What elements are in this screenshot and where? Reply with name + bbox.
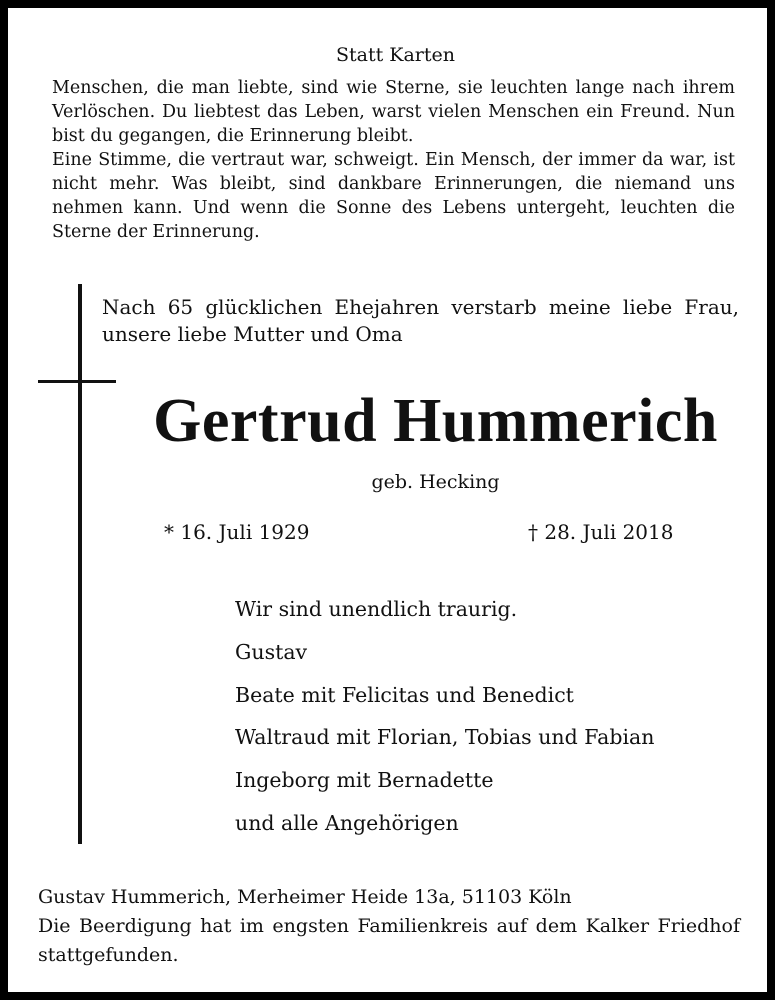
mourner-line: Wir sind unendlich traurig.: [235, 597, 518, 621]
family-address: Gustav Hummerich, Merheimer Heide 13a, 51103 Köln: [38, 886, 572, 908]
death-date: † 28. Juli 2018: [528, 520, 674, 544]
obituary-notice: [8, 8, 767, 992]
mourner-line: und alle Angehörigen: [235, 810, 459, 835]
birth-date: * 16. Juli 1929: [164, 520, 310, 544]
mourner-line: Beate mit Felicitas und Benedict: [235, 682, 574, 707]
cross-icon-horizontal: [38, 380, 116, 383]
statt-karten-heading: Statt Karten: [335, 44, 455, 66]
poem-paragraph-1: Menschen, die man liebte, sind wie Sterne, sie leuchten lange nach ihrem Verlöschen. Du liebtest das Leben, warst vielen Menschen ein Freund. Nun bist du gegangen, die Erinnerung bleibt.: [52, 78, 735, 146]
birth-name: geb. Hecking: [371, 471, 500, 493]
mourners-list: [235, 588, 654, 845]
burial-note: Die Beerdigung hat im engsten Familienkreis auf dem Kalker Friedhof stattgefunden.: [38, 915, 740, 966]
mourner-line: Ingeborg mit Bernadette: [235, 768, 494, 793]
deceased-name: Gertrud Hummerich: [153, 387, 718, 455]
footer: [38, 883, 740, 970]
poem-paragraph-2: Eine Stimme, die vertraut war, schweigt. Ein Mensch, der immer da war, ist nicht mehr. Was bleibt, sind dankbare Erinnerungen, die niemand uns nehmen kann. Und wenn die Sonne des Lebens untergeht, leuchten die Sterne der Erinnerung.: [52, 150, 735, 242]
announcement-line-1: Nach 65 glücklichen Ehejahren verstarb meine liebe Frau,: [102, 295, 739, 319]
mourner-line: Waltraud mit Florian, Tobias und Fabian: [235, 725, 655, 750]
announcement-text: [102, 294, 739, 348]
announcement-line-2: unsere liebe Mutter und Oma: [102, 322, 403, 346]
memorial-poem: [52, 76, 735, 244]
mourner-line: Gustav: [235, 639, 308, 664]
cross-icon-vertical: [78, 284, 82, 844]
